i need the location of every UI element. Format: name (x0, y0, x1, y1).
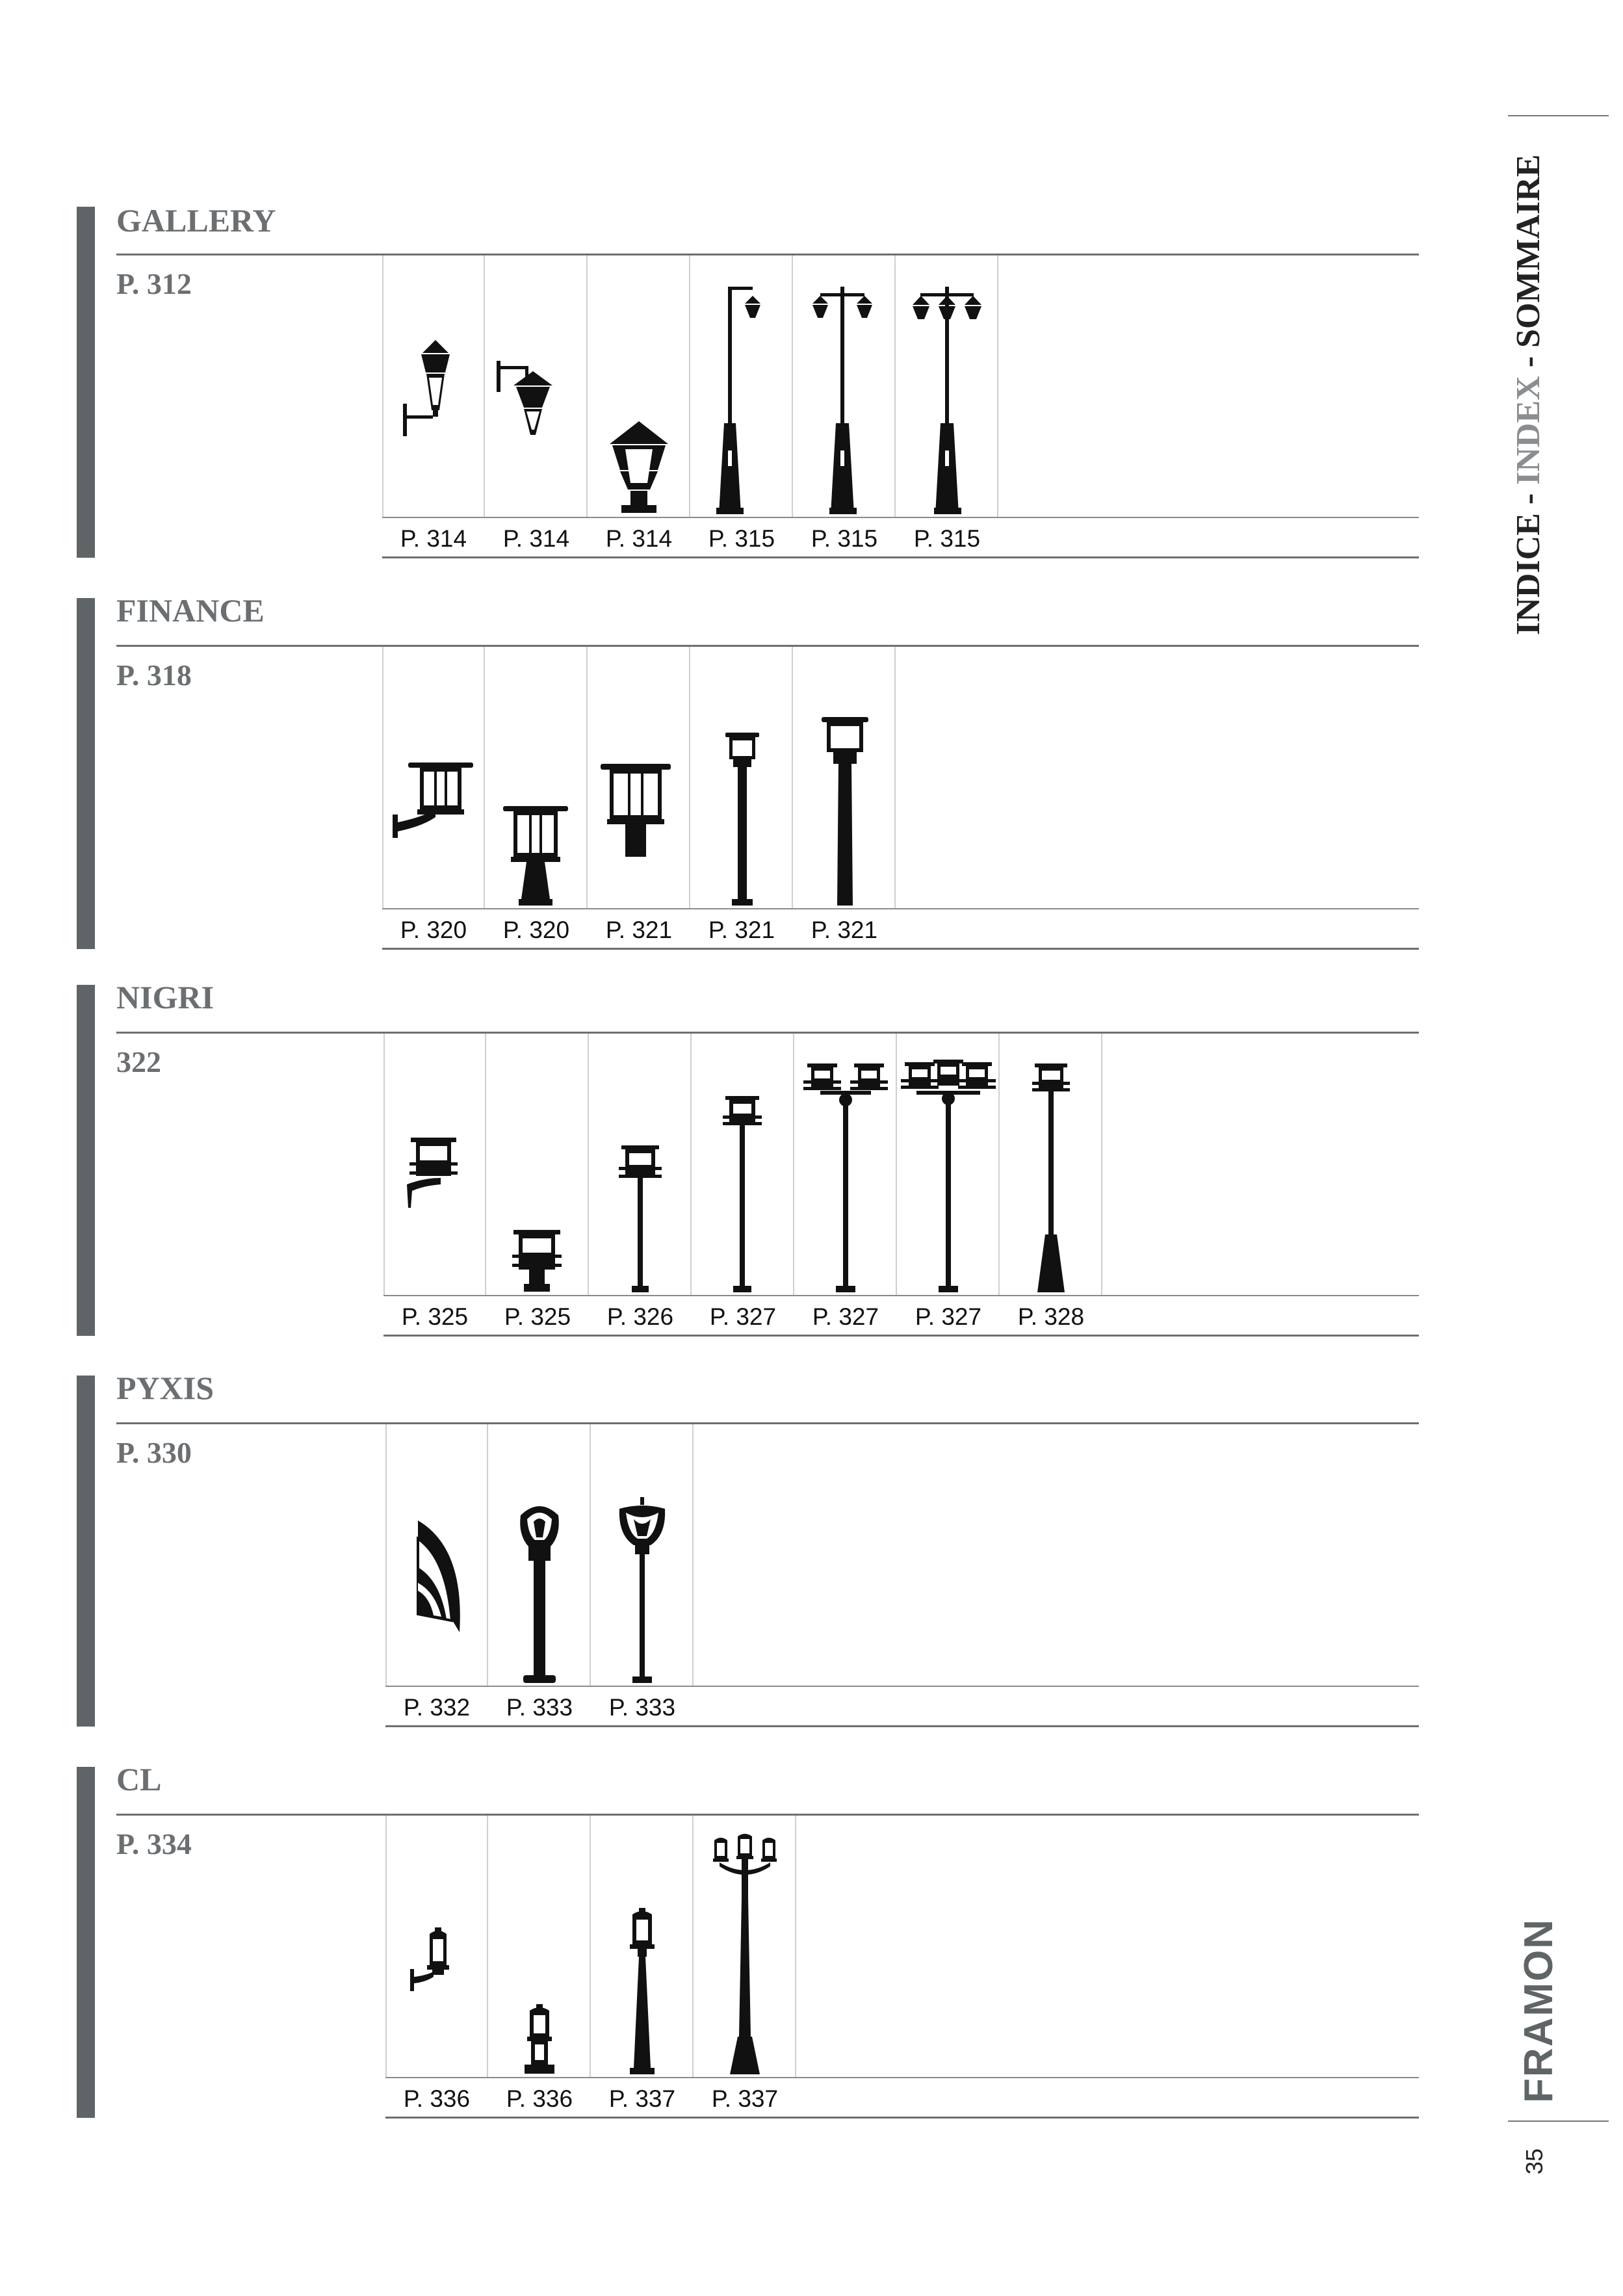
grid-baseline (385, 1686, 1419, 1687)
product-page-label[interactable]: P. 314 (400, 525, 467, 552)
pole-double-lantern-icon (793, 255, 896, 517)
product-cell[interactable] (589, 1034, 692, 1295)
bollard-lantern-icon (488, 1816, 591, 2077)
bollard-lantern-icon (485, 647, 588, 908)
product-cell[interactable] (690, 255, 793, 517)
post-top-lantern-icon (588, 255, 690, 517)
product-cell[interactable] (591, 1424, 694, 1686)
product-cell[interactable] (588, 255, 690, 517)
pole-tulip-light-icon (591, 1424, 694, 1686)
section-bottom-rule (385, 2117, 1419, 2119)
product-page-label[interactable]: P. 315 (913, 525, 981, 552)
section-page-ref: P. 330 (116, 1436, 192, 1469)
product-page-label[interactable]: P. 320 (502, 917, 570, 943)
product-page-label[interactable]: P. 314 (502, 525, 570, 552)
product-page-label[interactable]: P. 325 (504, 1303, 571, 1330)
product-cell[interactable] (486, 1034, 589, 1295)
section-title: NIGRI (116, 979, 214, 1015)
product-page-label[interactable]: P. 321 (708, 917, 775, 943)
pole-tapered-lantern-icon (1000, 1034, 1102, 1295)
product-cell[interactable] (690, 647, 793, 908)
product-page-label[interactable]: P. 325 (401, 1303, 469, 1330)
pole-lantern-icon (793, 647, 896, 908)
product-page-label[interactable]: P. 315 (708, 525, 775, 552)
side-index-title: INDICE - INDEX - SOMMAIRE (1510, 154, 1547, 635)
product-page-label[interactable]: P. 336 (506, 2085, 573, 2112)
product-page-label[interactable]: P. 328 (1017, 1303, 1085, 1330)
product-page-label[interactable]: P. 320 (400, 917, 467, 943)
pole-triple-lantern-icon (897, 1034, 1000, 1295)
wall-lantern-icon (383, 647, 486, 908)
grid-baseline (385, 2077, 1419, 2078)
product-page-label[interactable]: P. 336 (403, 2085, 471, 2112)
pole-double-lantern-icon (794, 1034, 897, 1295)
grid-baseline (382, 908, 1419, 909)
wall-bracket-lantern-icon (485, 255, 588, 517)
section-title: GALLERY (116, 202, 276, 239)
product-cell[interactable] (488, 1816, 591, 2077)
product-cell[interactable] (591, 1816, 694, 2077)
page-number: 35 (1521, 2148, 1548, 2174)
low-pole-lantern-icon (589, 1034, 692, 1295)
product-page-label[interactable]: P. 333 (506, 1694, 573, 1721)
product-cell[interactable] (382, 647, 485, 908)
wall-sail-light-icon (387, 1424, 489, 1686)
product-page-label[interactable]: P. 333 (608, 1694, 676, 1721)
pole-lantern-icon (692, 1034, 794, 1295)
pole-triple-lantern-icon (896, 255, 998, 517)
product-page-label[interactable]: P. 327 (915, 1303, 982, 1330)
pole-single-lantern-icon (690, 255, 793, 517)
product-cell[interactable] (692, 1034, 794, 1295)
post-top-lantern-icon (588, 647, 690, 908)
product-cell[interactable] (793, 255, 896, 517)
section-bar (77, 1376, 95, 1727)
bollard-tulip-light-icon (488, 1424, 591, 1686)
product-cell[interactable] (385, 1816, 488, 2077)
product-cell[interactable] (488, 1424, 591, 1686)
grid-baseline (382, 517, 1419, 518)
section-page-ref: P. 334 (116, 1827, 192, 1860)
product-cell[interactable] (588, 647, 690, 908)
pole-small-lantern-icon (690, 647, 793, 908)
pole-triple-lantern-icon (694, 1816, 796, 2077)
wall-lantern-icon (383, 255, 486, 517)
product-cell[interactable] (383, 1034, 486, 1295)
pole-lantern-icon (591, 1816, 694, 2077)
product-page-label[interactable]: P. 315 (811, 525, 878, 552)
product-cell[interactable] (794, 1034, 897, 1295)
product-cell[interactable] (382, 255, 485, 517)
section-title: CL (116, 1761, 162, 1797)
section-page-ref: P. 312 (116, 267, 192, 300)
section-bar (77, 598, 95, 949)
product-cell[interactable] (793, 647, 896, 908)
section-page-ref: P. 318 (116, 659, 192, 692)
product-page-label[interactable]: P. 327 (709, 1303, 777, 1330)
section-bottom-rule (382, 948, 1419, 950)
product-cell[interactable] (1000, 1034, 1102, 1295)
product-cell[interactable] (896, 255, 998, 517)
product-page-label[interactable]: P. 314 (605, 525, 673, 552)
product-page-label[interactable]: P. 332 (403, 1694, 471, 1721)
product-page-label[interactable]: P. 337 (711, 2085, 779, 2112)
section-bottom-rule (385, 1725, 1419, 1727)
product-cell[interactable] (897, 1034, 1000, 1295)
product-page-label[interactable]: P. 326 (606, 1303, 674, 1330)
product-page-label[interactable]: P. 337 (608, 2085, 676, 2112)
section-bottom-rule (383, 1335, 1419, 1337)
section-bottom-rule (382, 556, 1419, 558)
product-cell[interactable] (694, 1816, 796, 2077)
section-bar (77, 207, 95, 558)
grid-baseline (383, 1295, 1419, 1296)
section-bar (77, 985, 95, 1336)
framon-logo: FRAMON (1516, 1918, 1561, 2103)
product-page-label[interactable]: P. 321 (605, 917, 673, 943)
section-page-ref: 322 (116, 1045, 161, 1078)
wall-lantern-icon (385, 1034, 487, 1295)
product-cell[interactable] (485, 647, 588, 908)
section-title: PYXIS (116, 1370, 214, 1406)
bollard-lantern-icon (486, 1034, 589, 1295)
wall-lantern-icon (387, 1816, 489, 2077)
product-cell[interactable] (385, 1424, 488, 1686)
side-rule-bottom (1508, 2120, 1609, 2122)
product-cell[interactable] (485, 255, 588, 517)
product-page-label[interactable]: P. 321 (811, 917, 878, 943)
section-rule (116, 1422, 1419, 1424)
side-rule-top (1508, 115, 1609, 116)
section-title: FINANCE (116, 592, 265, 629)
product-page-label[interactable]: P. 327 (812, 1303, 879, 1330)
section-bar (77, 1767, 95, 2118)
